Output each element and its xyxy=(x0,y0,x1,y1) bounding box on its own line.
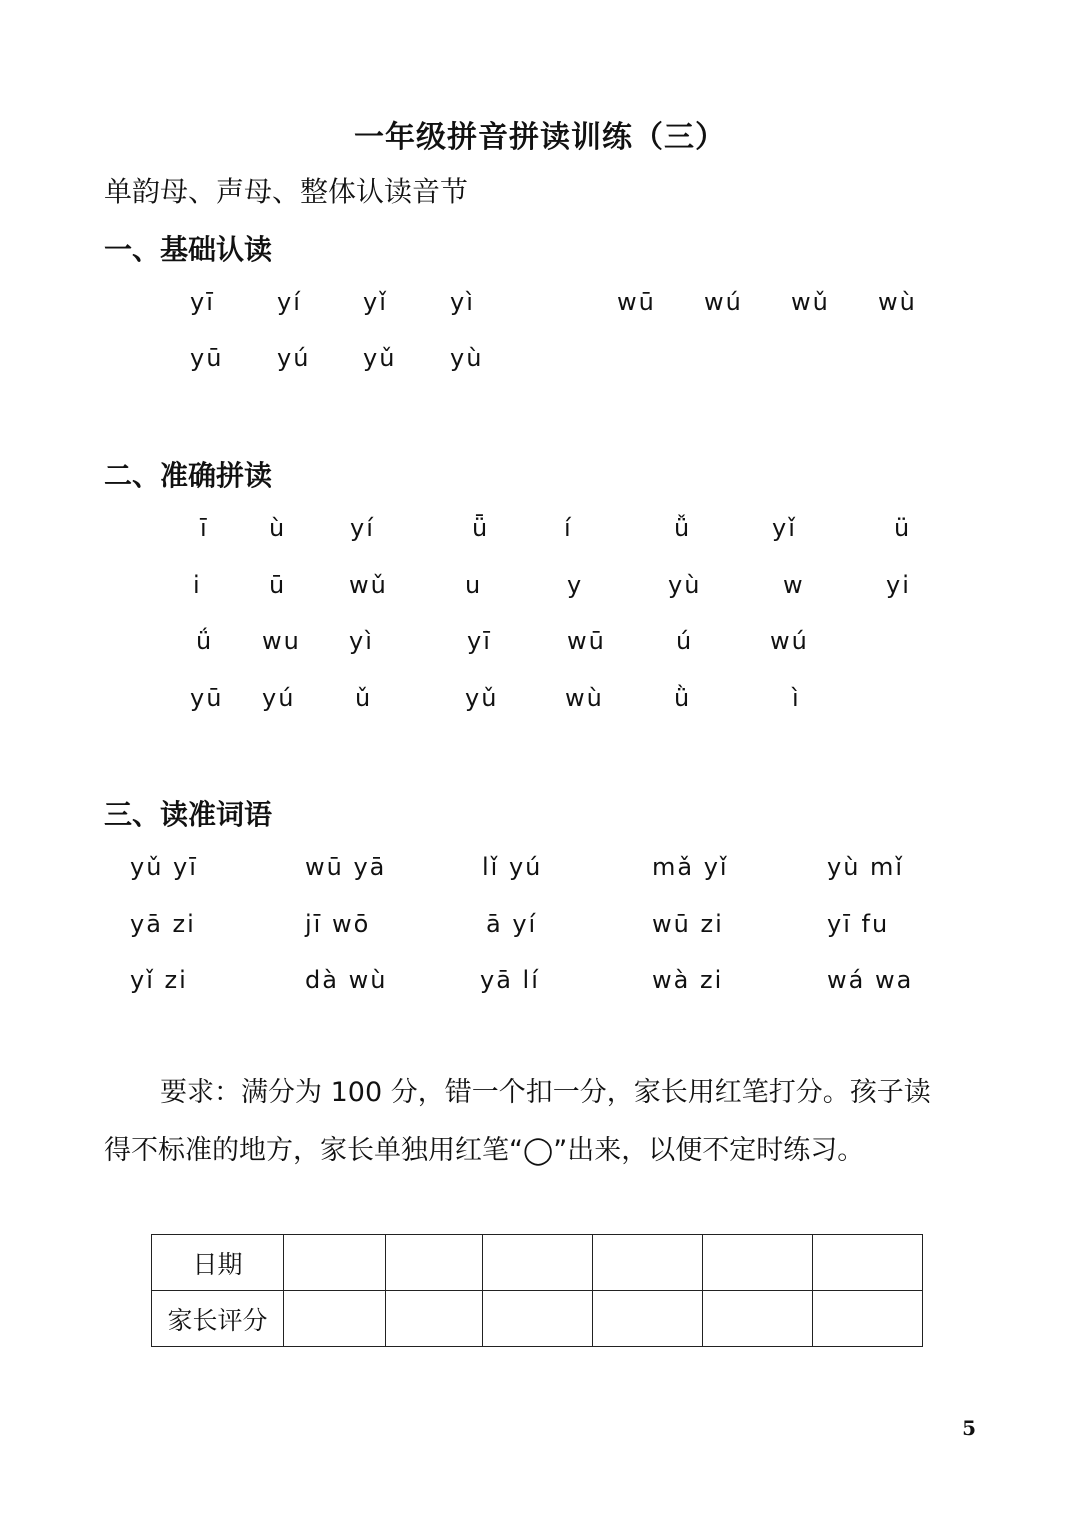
section2-syllable: ū xyxy=(269,571,287,599)
section2-syllable: yí xyxy=(350,514,375,542)
section1-syllable: yǔ xyxy=(363,344,397,372)
section2-syllable: wu xyxy=(262,627,301,655)
section2-syllable: y xyxy=(567,571,584,599)
section1-syllable: wǔ xyxy=(791,288,830,316)
date-cell[interactable] xyxy=(593,1235,703,1291)
section2-syllable: yū xyxy=(190,684,224,712)
section1-syllable: wú xyxy=(704,288,743,316)
section2-syllable: wú xyxy=(770,627,809,655)
score-table xyxy=(151,1234,923,1347)
section3-word: yǔ yī xyxy=(130,853,198,881)
section3-word: wū yā xyxy=(305,853,387,881)
section3-word: wá wa xyxy=(827,966,914,994)
parent-score-row xyxy=(152,1291,923,1347)
score-cell[interactable] xyxy=(813,1291,923,1347)
section1-heading: 一、基础认读 xyxy=(104,233,273,266)
section3-word: jī wō xyxy=(305,910,371,938)
section1-syllable: wū xyxy=(617,288,656,316)
section2-syllable: ì xyxy=(792,684,801,712)
section3-word: yù mǐ xyxy=(827,853,905,881)
section3-word: yā zi xyxy=(130,910,196,938)
requirement-line2: 得不标准的地方，家长单独用红笔“◯”出来，以便不定时练习。 xyxy=(104,1135,865,1166)
section3-word: mǎ yǐ xyxy=(652,853,729,881)
section2-syllable: yù xyxy=(668,571,702,599)
section1-syllable: yì xyxy=(450,288,475,316)
section1-syllable: yū xyxy=(190,344,224,372)
score-cell[interactable] xyxy=(593,1291,703,1347)
section2-syllable: wǔ xyxy=(349,571,388,599)
section1-syllable: yǐ xyxy=(363,288,388,316)
section3-heading: 三、读准词语 xyxy=(104,798,273,831)
section2-syllable: ǚ xyxy=(674,514,692,542)
section3-word: ā yí xyxy=(486,910,538,938)
section1-syllable: yí xyxy=(277,288,302,316)
date-cell[interactable] xyxy=(813,1235,923,1291)
section2-syllable: yǐ xyxy=(772,514,797,542)
date-cell[interactable] xyxy=(483,1235,593,1291)
section2-syllable: yī xyxy=(467,627,492,655)
section2-syllable: yú xyxy=(262,684,296,712)
score-cell[interactable] xyxy=(284,1291,386,1347)
section3-word: yǐ zi xyxy=(130,966,188,994)
requirement-line1: 要求：满分为 100 分，错一个扣一分，家长用红笔打分。孩子读 xyxy=(160,1077,931,1108)
date-cell[interactable] xyxy=(386,1235,483,1291)
section2-syllable: yǔ xyxy=(465,684,499,712)
section2-syllable: yì xyxy=(349,627,374,655)
requirement-paragraph xyxy=(104,1064,984,1180)
section2-syllable: wū xyxy=(567,627,606,655)
section3-word: wū zi xyxy=(652,910,724,938)
section2-syllable: ǖ xyxy=(472,514,490,542)
section3-word: yā lí xyxy=(480,966,540,994)
section3-word: yī fu xyxy=(827,910,890,938)
date-cell[interactable] xyxy=(284,1235,386,1291)
section2-syllable: í xyxy=(564,514,573,542)
section1-syllable: yú xyxy=(277,344,311,372)
section2-syllable: ǔ xyxy=(355,684,373,712)
section2-heading: 二、准确拼读 xyxy=(104,459,273,492)
section1-syllable: wù xyxy=(878,288,917,316)
section3-word: lǐ yú xyxy=(482,853,543,881)
section2-syllable: ü xyxy=(894,514,912,542)
section1-syllable: yù xyxy=(450,344,484,372)
section2-syllable: ǘ xyxy=(196,627,214,655)
parent-score-label: 家长评分 xyxy=(152,1291,284,1347)
score-cell[interactable] xyxy=(703,1291,813,1347)
section2-syllable: ǜ xyxy=(674,684,692,712)
section2-syllable: i xyxy=(193,571,202,599)
date-row xyxy=(152,1235,923,1291)
section2-syllable: ù xyxy=(269,514,287,542)
section2-syllable: yi xyxy=(886,571,911,599)
section1-syllable: yī xyxy=(190,288,215,316)
section2-syllable: wù xyxy=(565,684,604,712)
date-label: 日期 xyxy=(152,1235,284,1291)
section2-syllable: w xyxy=(783,571,805,599)
page-subtitle: 单韵母、声母、整体认读音节 xyxy=(104,175,469,208)
section3-word: dà wù xyxy=(305,966,388,994)
date-cell[interactable] xyxy=(703,1235,813,1291)
score-cell[interactable] xyxy=(386,1291,483,1347)
score-cell[interactable] xyxy=(483,1291,593,1347)
section2-syllable: ú xyxy=(676,627,694,655)
section2-syllable: u xyxy=(465,571,483,599)
section2-syllable: ī xyxy=(200,514,209,542)
page-title: 一年级拼音拼读训练（三） xyxy=(354,120,726,155)
page-number: 5 xyxy=(962,1416,976,1440)
section3-word: wà zi xyxy=(652,966,724,994)
